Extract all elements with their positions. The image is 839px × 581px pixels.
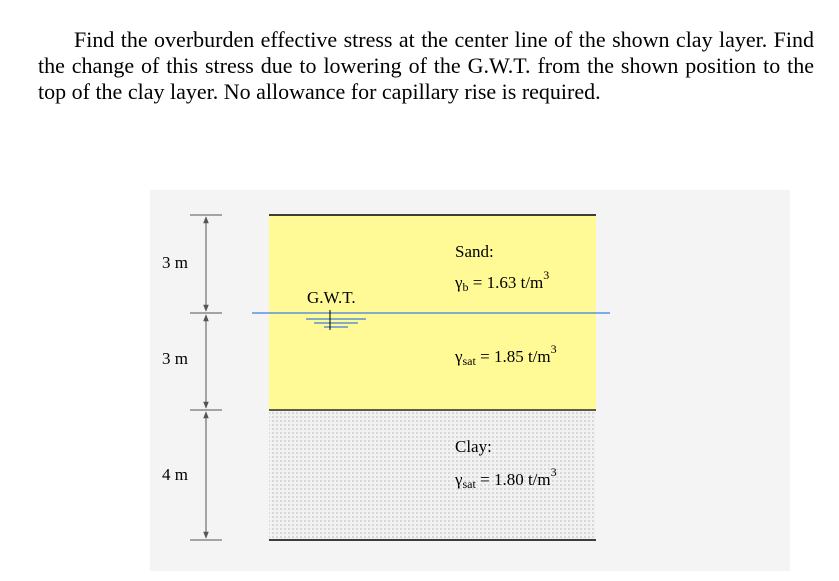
dimension-label-clay: 4 m	[162, 465, 188, 484]
sand-gamma-b: γb = 1.63 $t/m^3$	[455, 268, 550, 294]
clay-gamma-sat: γsat = 1.80 $t/m^3$	[455, 465, 557, 491]
sand-title: Sand:	[455, 242, 494, 261]
problem-statement: Find the overburden effective stress at the center line of the shown clay layer. Find the change of this stress due to lowering of the G.W.T. from the shown position to the top of the clay layer. No allowance for capillary rise is required.	[38, 27, 814, 104]
clay-title: Clay:	[455, 437, 492, 456]
gwt-label: G.W.T.	[307, 288, 356, 307]
sand-gamma-sat: γsat = 1.85 $t/m^3$	[455, 342, 557, 368]
dimension-label-sand-upper: 3 m	[162, 253, 188, 272]
dimension-label-sand-lower: 3 m	[162, 349, 188, 368]
